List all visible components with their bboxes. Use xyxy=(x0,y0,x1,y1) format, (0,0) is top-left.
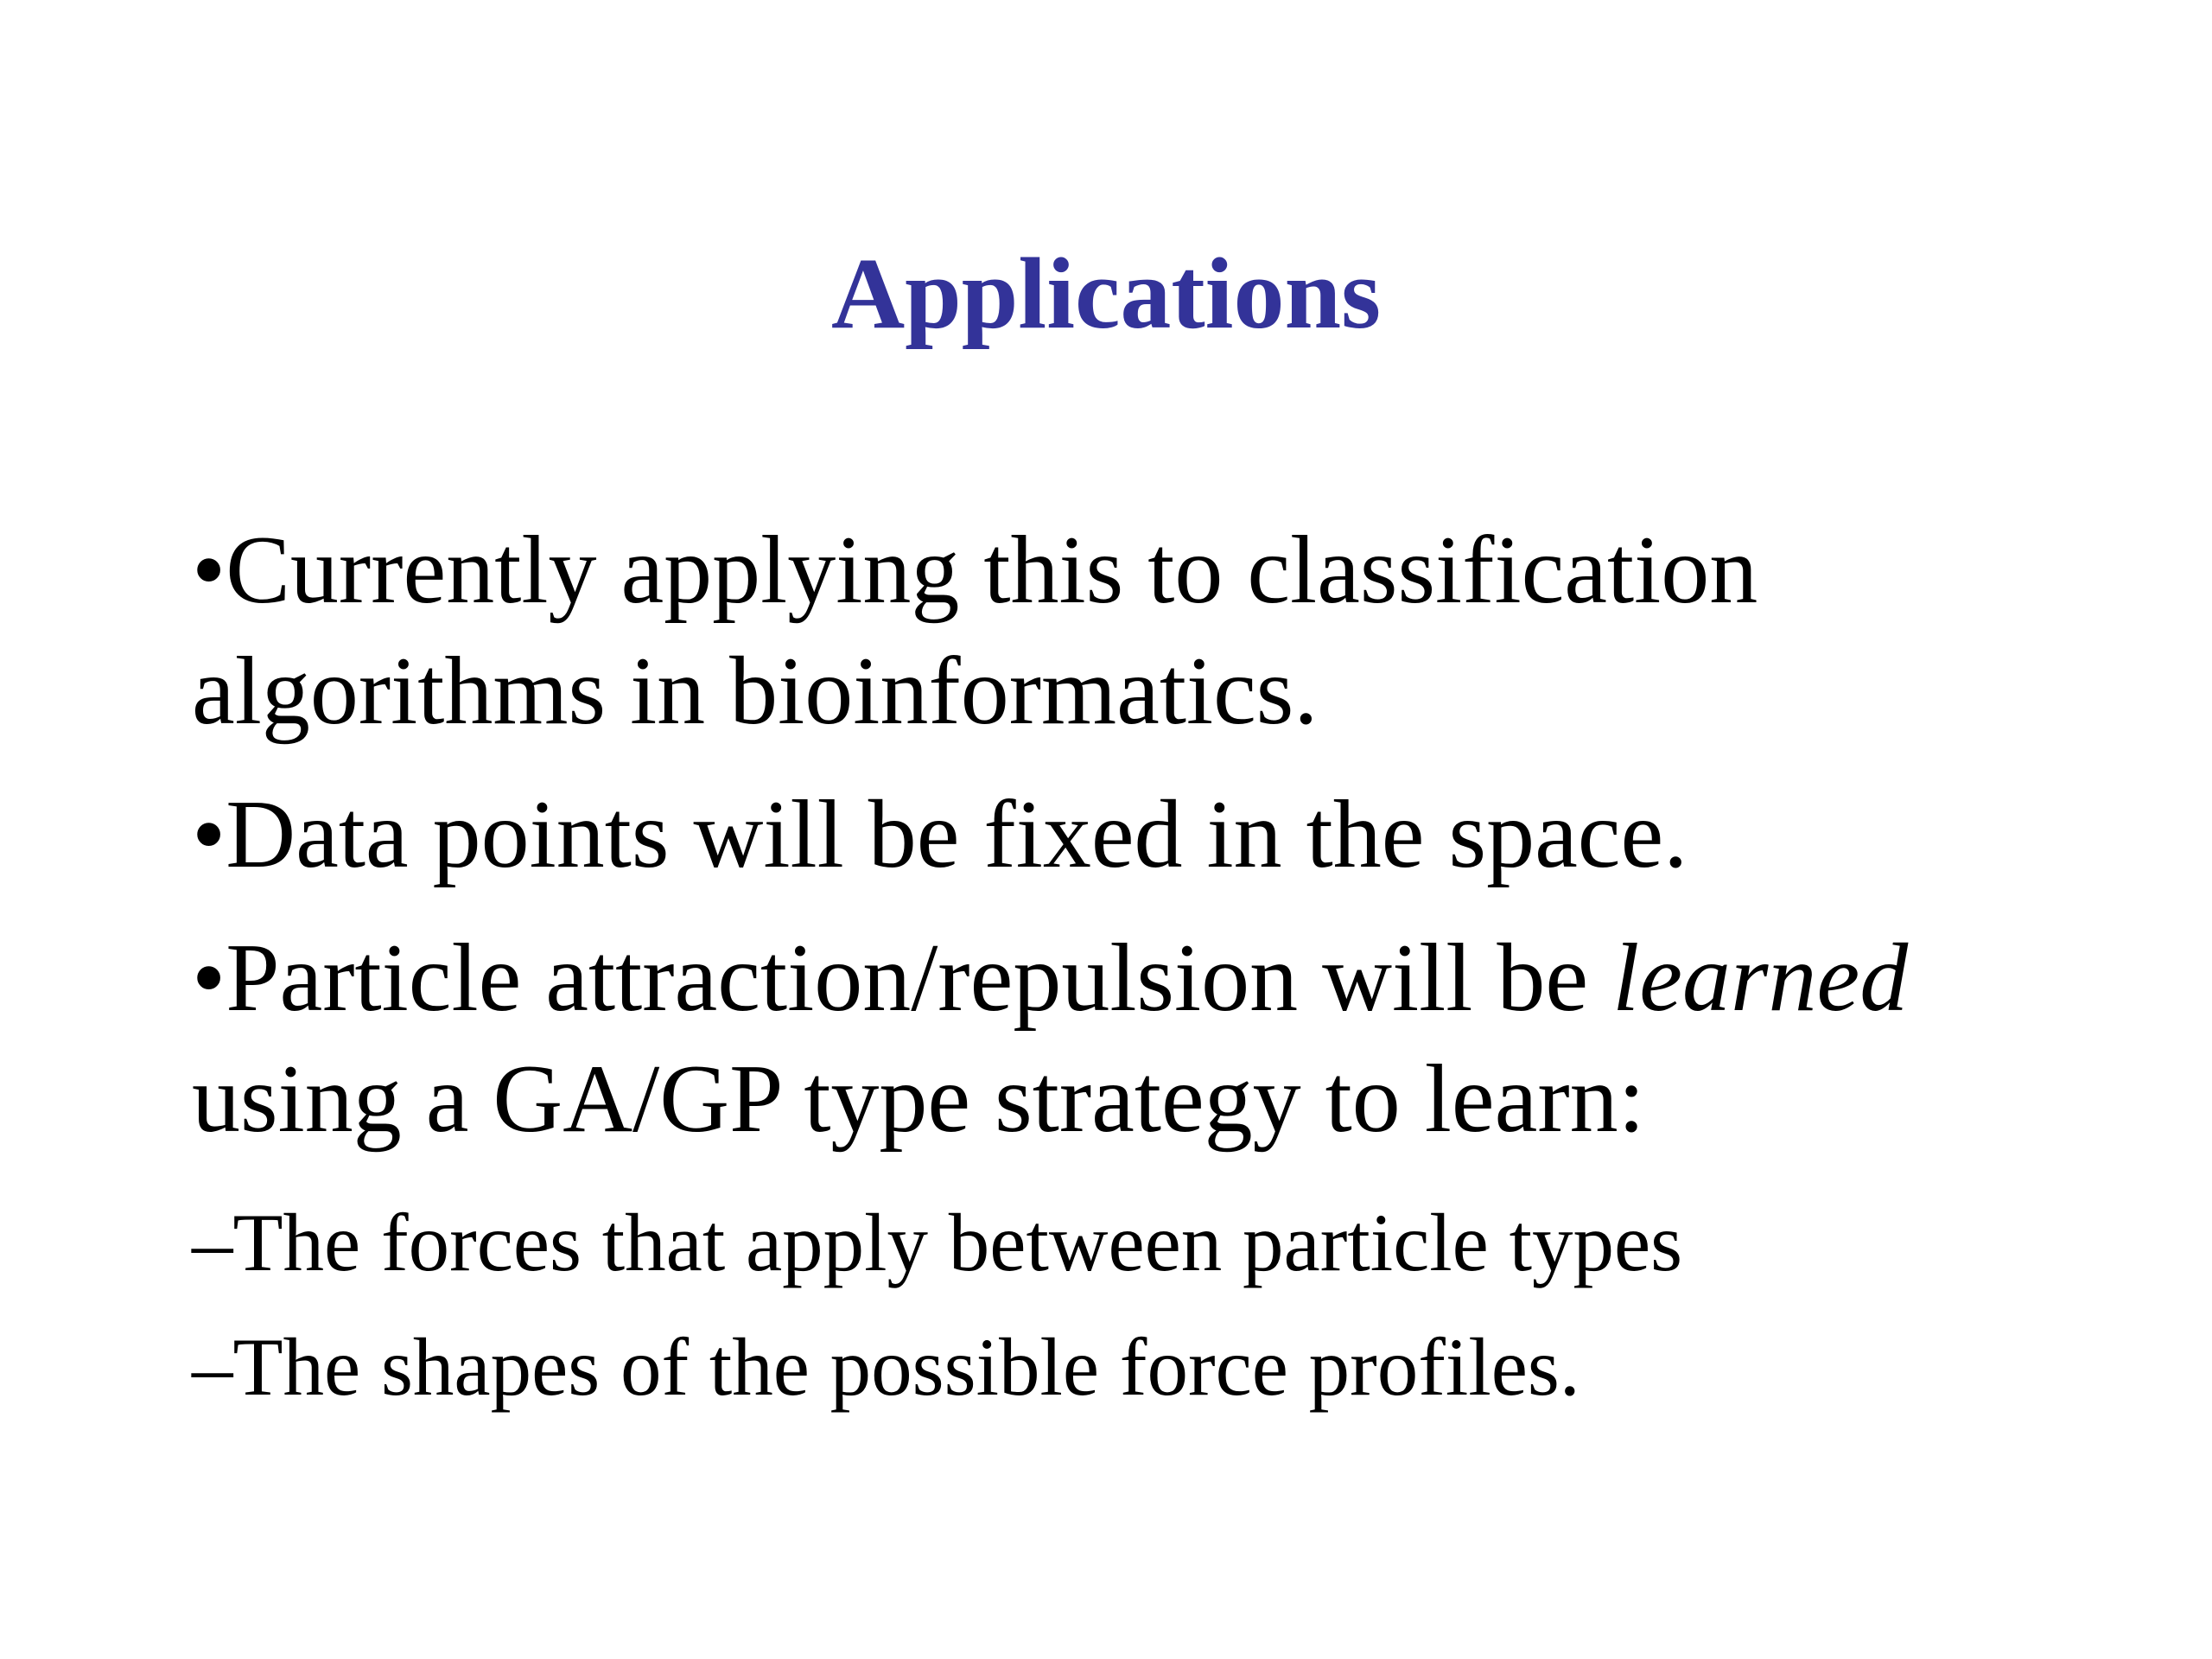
slide-body xyxy=(192,510,2093,1431)
bullet-item xyxy=(192,774,2093,895)
slide-title: Applications xyxy=(830,237,1382,350)
bullet-text: Data points will be fixed in the space. xyxy=(226,781,1688,888)
sub-bullet-marker: – xyxy=(192,1321,233,1413)
sub-bullet-marker: – xyxy=(192,1197,233,1288)
bullet-item xyxy=(192,510,2093,752)
sub-bullet-item xyxy=(192,1182,2093,1303)
bullet-marker: • xyxy=(192,781,226,888)
sub-bullet-text: The shapes of the possible force profiles. xyxy=(232,1321,1580,1413)
sub-bullet-item xyxy=(192,1306,2093,1427)
bullet-item xyxy=(192,918,2093,1160)
bullet-text-continued: using a GA/GP type strategy to learn: xyxy=(192,1046,1645,1153)
sub-bullet-text: The forces that apply between particle types xyxy=(232,1197,1683,1288)
bullet-text: Particle attraction/repulsion will be xyxy=(226,925,1613,1032)
bullet-emphasis: learned xyxy=(1612,925,1909,1032)
bullet-text: Currently applying this to classification xyxy=(226,517,1758,624)
bullet-marker: • xyxy=(192,925,226,1032)
bullet-text-continued: algorithms in bioinformatics. xyxy=(192,638,1319,745)
bullet-marker: • xyxy=(192,517,226,624)
